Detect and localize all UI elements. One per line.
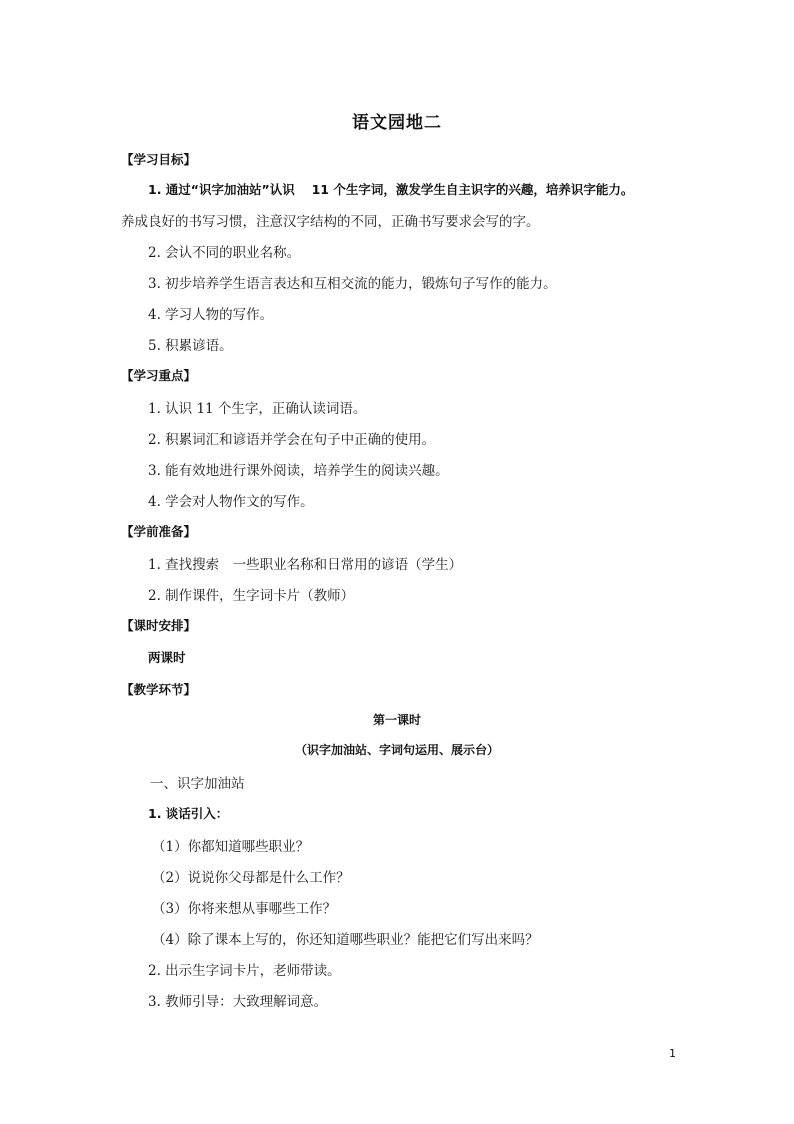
section-heading-schedule: 【课时安排】	[121, 618, 197, 633]
document-title: 语文园地二	[352, 113, 442, 133]
question-4: （4）除了课本上写的，你还知道哪些职业？能把它们写出来吗？	[152, 932, 539, 948]
question-1: （1）你都知道哪些职业？	[152, 839, 310, 855]
step-1: 1. 谈话引入：	[148, 806, 229, 821]
part-heading: 一、识字加油站	[150, 776, 245, 792]
page-number: 1	[669, 1047, 676, 1060]
key-point-4: 4. 学会对人物作文的写作。	[148, 494, 314, 510]
key-point-2: 2. 积累词汇和谚语并学会在句子中正确的使用。	[148, 432, 436, 448]
step-3: 3. 教师引导：大致理解词意。	[148, 994, 328, 1010]
section-heading-key-points: 【学习重点】	[121, 368, 197, 383]
objective-4: 4. 学习人物的写作。	[148, 307, 274, 323]
objective-5: 5. 积累谚语。	[148, 338, 233, 354]
question-2: （2）说说你父母都是什么工作？	[152, 870, 350, 886]
key-point-3: 3. 能有效地进行课外阅读，培养学生的阅读兴趣。	[148, 463, 449, 479]
objective-1: 1. 通过“识字加油站”认识 11 个生字词，激发学生自主识字的兴趣，培养识字能力。	[148, 182, 634, 197]
section-heading-preparation: 【学前准备】	[121, 524, 197, 539]
lesson-subtitle: （识字加油站、字词句运用、展示台）	[294, 743, 499, 757]
key-point-1: 1. 认识 11 个生字，正确认读词语。	[148, 401, 367, 417]
lesson-title: 第一课时	[372, 713, 421, 727]
preparation-1: 1. 查找搜索 一些职业名称和日常用的谚语（学生）	[148, 557, 463, 573]
step-2: 2. 出示生字词卡片，老师带读。	[148, 963, 341, 979]
objective-2: 2. 会认不同的职业名称。	[148, 245, 301, 261]
preparation-2: 2. 制作课件，生字词卡片（教师）	[148, 588, 355, 604]
objective-1-continued: 养成良好的书写习惯，注意汉字结构的不同，正确书写要求会写的字。	[121, 214, 540, 230]
objective-3: 3. 初步培养学生语言表达和互相交流的能力，锻炼句子写作的能力。	[148, 276, 557, 292]
question-3: （3）你将来想从事哪些工作？	[152, 901, 337, 917]
section-heading-teaching-steps: 【教学环节】	[121, 682, 197, 697]
schedule-text: 两课时	[148, 650, 186, 665]
section-heading-objectives: 【学习目标】	[121, 152, 197, 167]
